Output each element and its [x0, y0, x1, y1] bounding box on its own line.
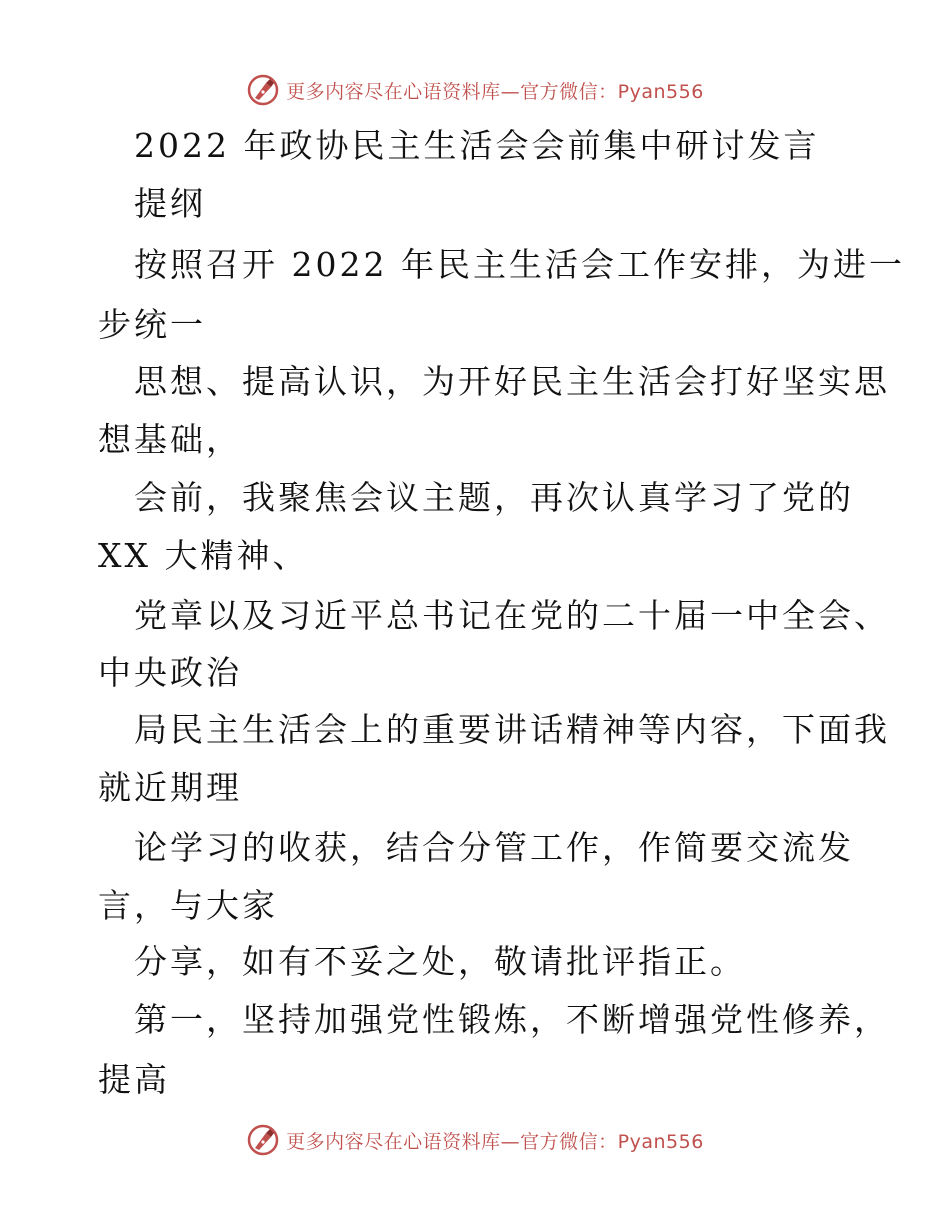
paragraph-line: 提高 [98, 1060, 170, 1099]
paragraph-line: 分享，如有不妥之处，敬请批评指正。 [134, 942, 746, 981]
paragraph-line: 言，与大家 [98, 886, 278, 925]
pen-nib-logo-icon [246, 1123, 280, 1157]
paragraph-line: 党章以及习近平总书记在党的二十届一中全会、 [134, 596, 890, 635]
header-banner [0, 70, 950, 110]
paragraph-line: 论学习的收获，结合分管工作，作简要交流发 [134, 828, 854, 867]
paragraph-line: 第一，坚持加强党性锻炼，不断增强党性修养， [134, 1000, 890, 1039]
paragraph-line: 步统一 [98, 305, 206, 344]
pen-nib-logo-icon [246, 73, 280, 107]
footer-banner-text: 更多内容尽在心语资料库—官方微信：Pyan556 [286, 1130, 704, 1153]
title-line-1: 2022 年政协民主生活会会前集中研讨发言 [134, 126, 820, 165]
paragraph-line: 思想、提高认识，为开好民主生活会打好坚实思 [134, 362, 890, 401]
paragraph-line: 就近期理 [98, 768, 242, 807]
footer-banner [0, 1120, 950, 1160]
title-line-2: 提纲 [134, 184, 206, 223]
paragraph-line: 会前，我聚焦会议主题，再次认真学习了党的 [134, 478, 854, 517]
header-banner-text: 更多内容尽在心语资料库—官方微信：Pyan556 [286, 80, 704, 103]
paragraph-line: 按照召开 2022 年民主生活会工作安排，为进一 [134, 245, 905, 284]
paragraph-line: 中央政治 [98, 653, 242, 692]
paragraph-line: XX 大精神、 [98, 536, 309, 575]
paragraph-line: 局民主生活会上的重要讲话精神等内容，下面我 [134, 710, 890, 749]
paragraph-line: 想基础， [98, 420, 242, 459]
